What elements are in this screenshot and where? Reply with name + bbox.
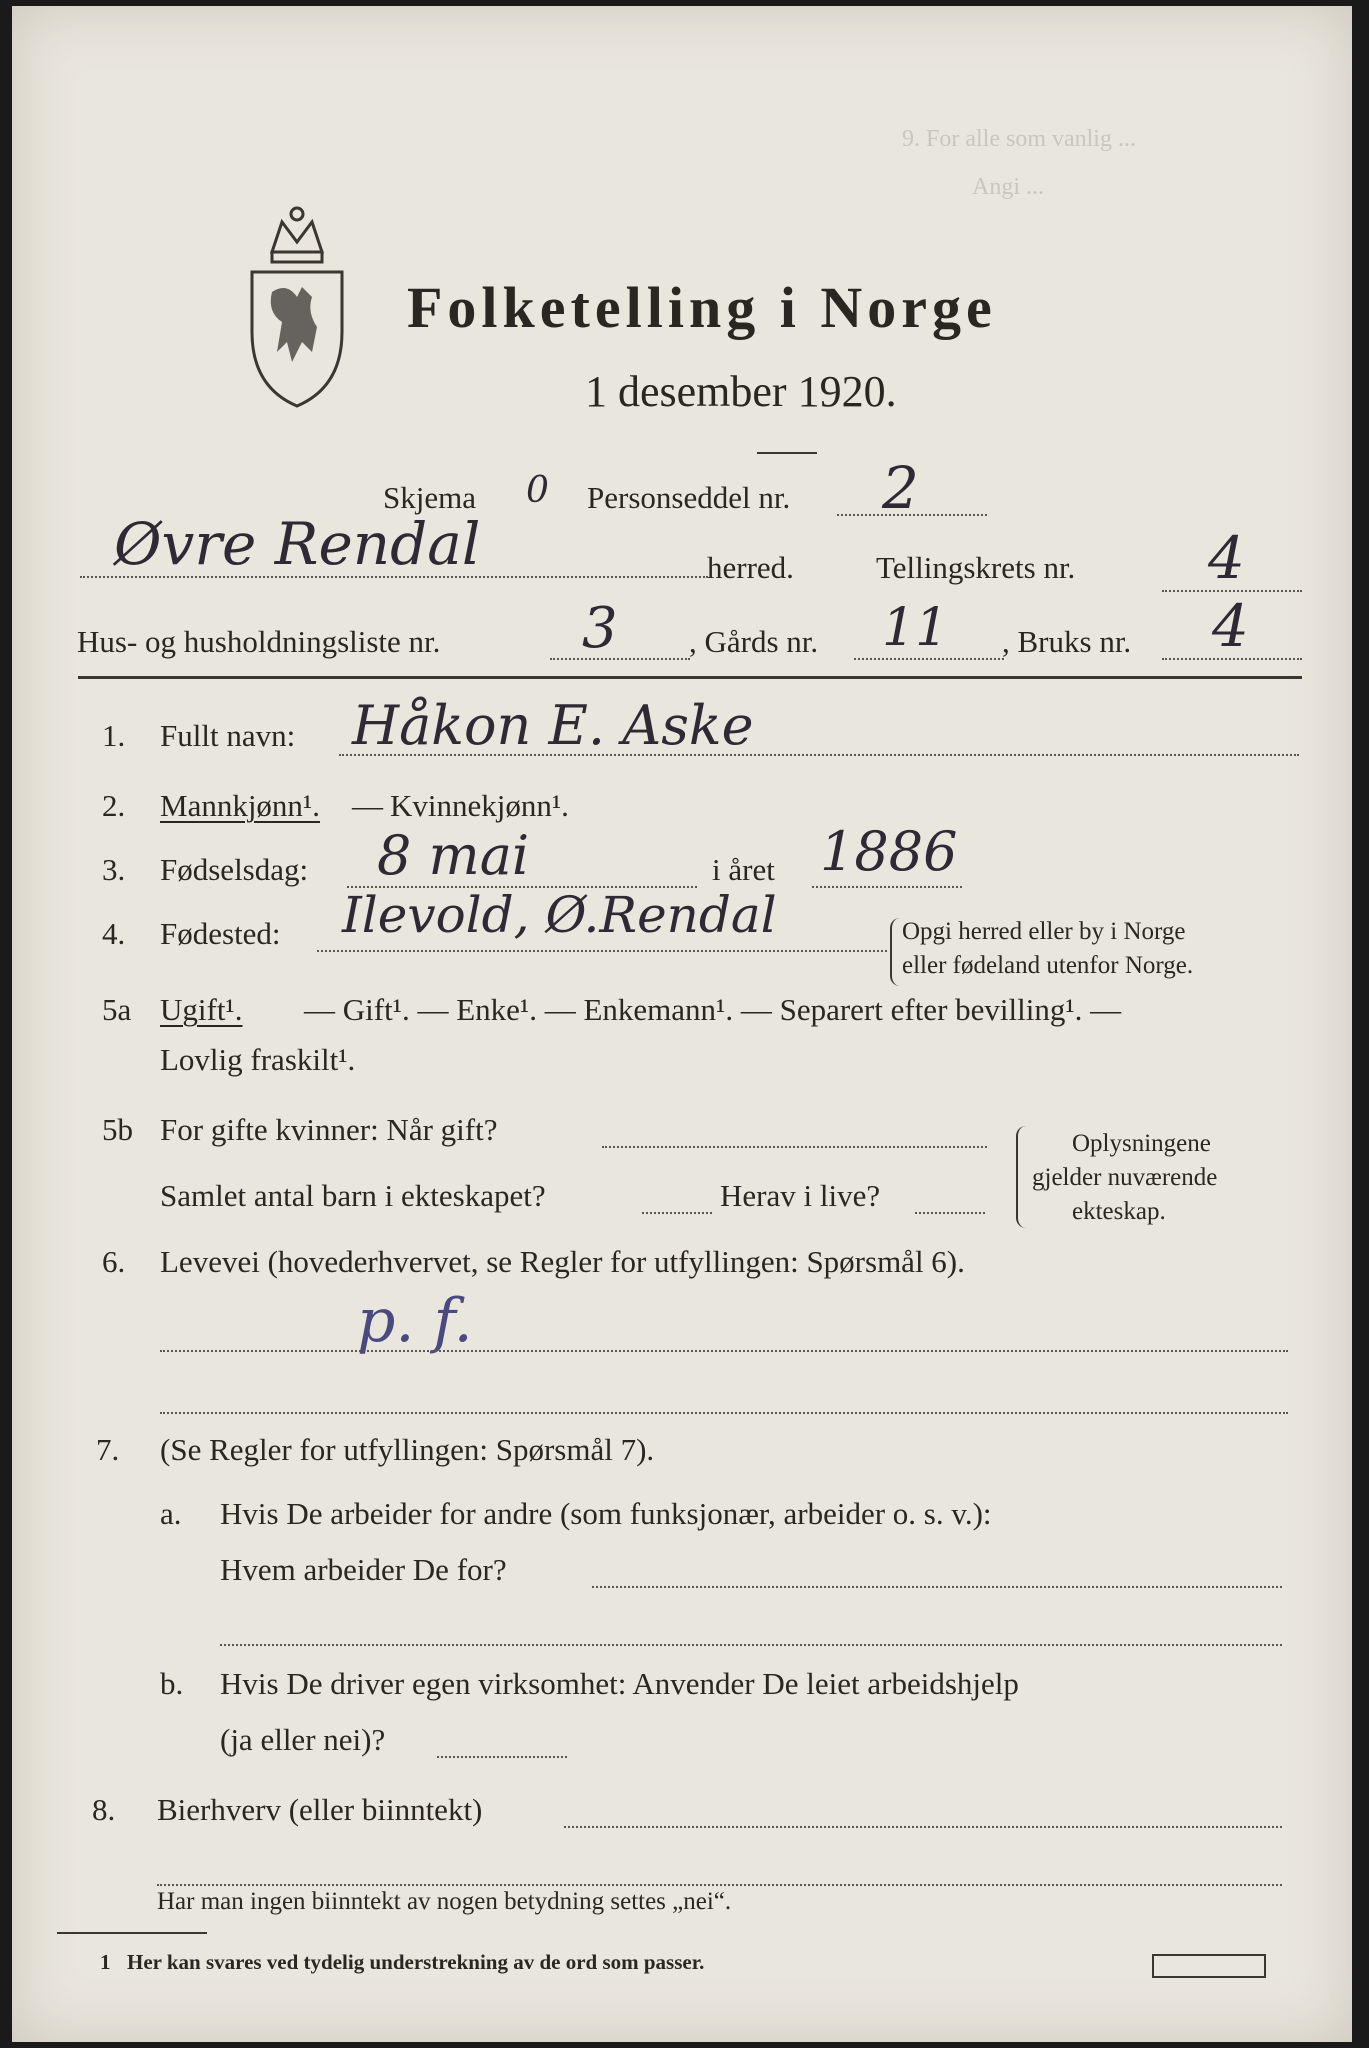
q4-label: Fødested: — [160, 916, 281, 951]
q4-value: Ilevold, Ø.Rendal — [342, 886, 777, 944]
q5a-line-2: Lovlig fraskilt¹. — [160, 1042, 356, 1077]
q3-number: 3. — [102, 852, 126, 887]
q4-note-2: eller fødeland utenfor Norge. — [902, 952, 1194, 979]
q7b-line-1: Hvis De driver egen virksomhet: Anvender De leiet arbeidshjelp — [220, 1666, 1019, 1701]
form-title: Folketelling i Norge — [407, 275, 997, 340]
gards-value: 11 — [882, 598, 949, 658]
q7a-field-1 — [592, 1586, 1282, 1588]
hus-label: Hus- og husholdningsliste nr. — [77, 624, 441, 659]
q6-number: 6. — [102, 1244, 126, 1279]
q5b-line-1: For gifte kvinner: Når gift? — [160, 1112, 498, 1147]
q8-field-1 — [564, 1826, 1282, 1828]
q4-note-1: Opgi herred eller by i Norge — [902, 918, 1186, 945]
q3-year-label: i året — [712, 852, 775, 887]
tellingskrets-value: 4 — [1208, 524, 1245, 592]
q7b-line-2: (ja eller nei)? — [220, 1722, 386, 1757]
q5a-ugift-option: Ugift¹. — [160, 992, 243, 1027]
q5b-alive-label: Herav i live? — [720, 1178, 881, 1213]
bruks-label: , Bruks nr. — [1002, 624, 1132, 659]
title-divider — [757, 452, 817, 454]
q5b-alive-field — [915, 1212, 985, 1214]
q7a-field-2 — [220, 1644, 1282, 1646]
form-date: 1 desember 1920. — [585, 367, 897, 416]
q7a-line-1: Hvis De arbeider for andre (som funksjonær, arbeider o. s. v.): — [220, 1496, 992, 1531]
q5b-children-label: Samlet antal barn i ekteskapet? — [160, 1178, 546, 1213]
q3-year-field — [812, 886, 962, 888]
q7b-field — [437, 1756, 567, 1758]
footer-note: Har man ingen biinntekt av nogen betydning settes „nei“. — [157, 1888, 732, 1915]
printer-stamp — [1152, 1954, 1266, 1978]
q6-field-1 — [160, 1350, 1288, 1352]
q7a-letter: a. — [160, 1496, 182, 1531]
q8-label: Bierhverv (eller biinntekt) — [157, 1792, 483, 1827]
q6-field-2 — [160, 1412, 1288, 1414]
q5b-brace — [1016, 1126, 1026, 1228]
bleed-through-text-2: Angi ... — [972, 174, 1044, 200]
footnote-mark: 1 — [100, 1950, 111, 1974]
q1-label: Fullt navn: — [160, 718, 296, 753]
bleed-through-text-1: 9. For alle som vanlig ... — [902, 126, 1136, 152]
q2-male-option: Mannkjønn¹. — [160, 788, 320, 823]
skjema-value: 0 — [526, 470, 549, 511]
coat-of-arms-icon — [242, 202, 352, 408]
q6-value: p. f. — [357, 1286, 473, 1356]
q5b-children-field — [642, 1212, 712, 1214]
q7b-letter: b. — [160, 1666, 184, 1701]
q5b-note-1: Oplysningene — [1072, 1130, 1211, 1157]
q1-value: Håkon E. Aske — [352, 694, 754, 757]
tellingskrets-label: Tellingskrets nr. — [876, 550, 1076, 585]
skjema-label: Skjema — [383, 480, 476, 515]
census-form — [12, 6, 1352, 2042]
q3-year-value: 1886 — [820, 820, 958, 883]
q2-separator: — — [352, 788, 383, 823]
q1-number: 1. — [102, 718, 126, 753]
gards-field — [854, 658, 1004, 660]
header-separator — [78, 676, 1302, 679]
q3-value: 8 mai — [377, 824, 530, 887]
q8-field-2 — [157, 1884, 1282, 1886]
q5b-married-field — [602, 1146, 987, 1148]
bruks-value: 4 — [1212, 592, 1249, 660]
q8-number: 8. — [92, 1792, 116, 1827]
herred-label: herred. — [707, 550, 794, 585]
footnote-divider — [57, 1932, 207, 1934]
personseddel-value: 2 — [882, 454, 919, 522]
q7-number: 7. — [96, 1432, 120, 1467]
q5a-options: — Gift¹. — Enke¹. — Enkemann¹. — Separert efter bevilling¹. — — [304, 992, 1122, 1027]
q4-number: 4. — [102, 916, 126, 951]
q5a-number: 5a — [102, 992, 132, 1027]
q2-female-option: Kvinnekjønn¹. — [390, 788, 569, 823]
q3-label: Fødselsdag: — [160, 852, 309, 887]
personseddel-label: Personseddel nr. — [587, 480, 791, 515]
q4-field — [317, 950, 887, 952]
q7a-line-2: Hvem arbeider De for? — [220, 1552, 507, 1587]
hus-value: 3 — [582, 596, 618, 661]
q5b-number: 5b — [102, 1112, 133, 1147]
q2-number: 2. — [102, 788, 126, 823]
hus-field — [550, 658, 690, 660]
q4-brace — [890, 918, 900, 986]
q5b-note-3: ekteskap. — [1072, 1198, 1166, 1225]
herred-field — [80, 576, 708, 578]
gards-label: , Gårds nr. — [689, 624, 819, 659]
q6-label: Levevei (hovederhvervet, se Regler for utfyllingen: Spørsmål 6). — [160, 1244, 965, 1279]
q5b-note-2: gjelder nuværende — [1032, 1164, 1218, 1191]
herred-value: Øvre Rendal — [114, 510, 481, 578]
q7-label: (Se Regler for utfyllingen: Spørsmål 7). — [160, 1432, 655, 1467]
footnote-text: Her kan svares ved tydelig understrekning av de ord som passer. — [127, 1950, 705, 1974]
